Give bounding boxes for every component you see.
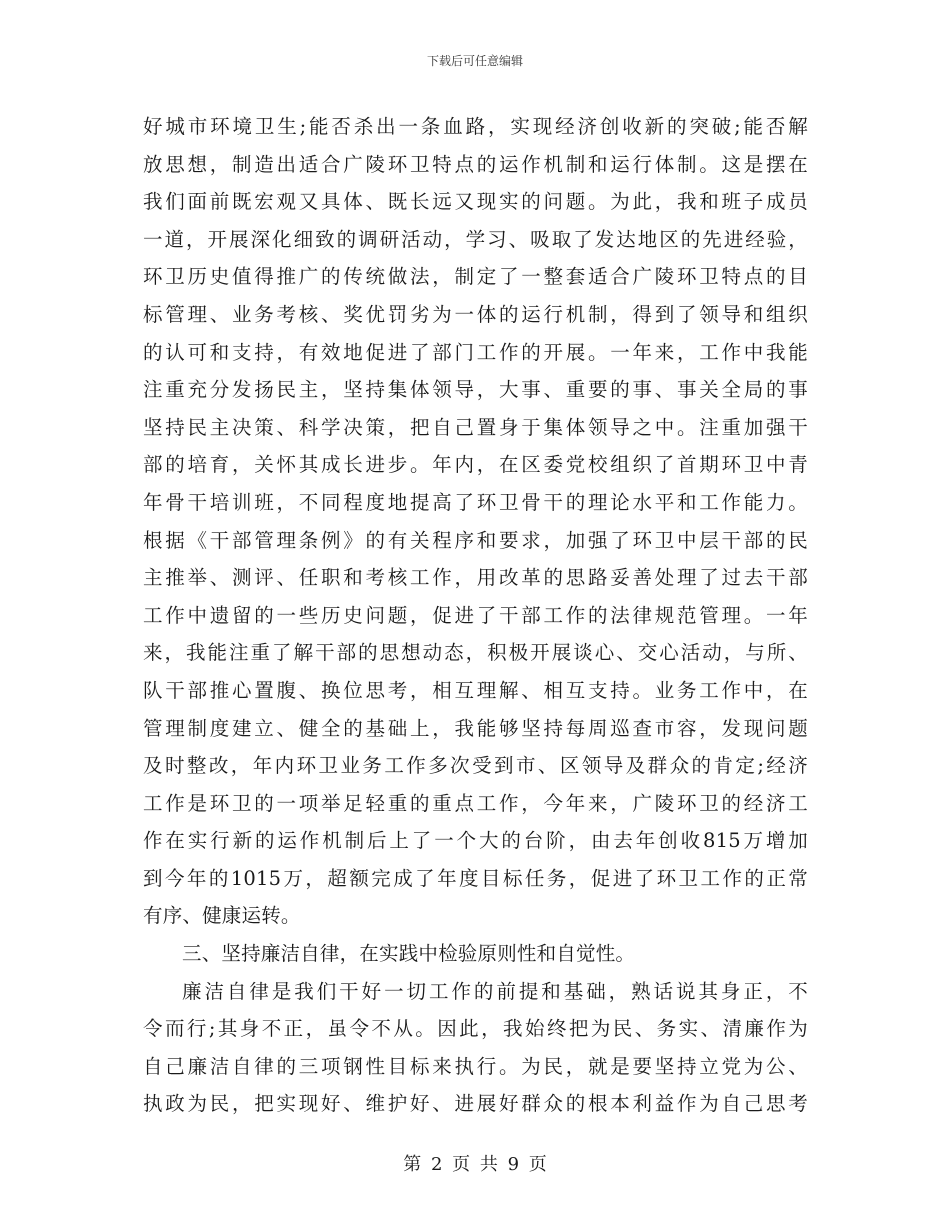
text-line: 执政为民，把实现好、维护好、进展好群众的根本利益作为自己思考 [143, 1092, 808, 1116]
text-line: 工作中遗留的一些历史问题，促进了干部工作的法律规范管理。一年 [143, 603, 808, 627]
text-line: 年骨干培训班，不同程度地提高了环卫骨干的理论水平和工作能力。 [143, 490, 808, 514]
document-body [143, 108, 808, 1123]
text-line: 自己廉洁自律的三项钢性目标来执行。为民，就是要坚持立党为公、 [143, 1054, 808, 1078]
text-line: 工作是环卫的一项举足轻重的重点工作，今年来，广陵环卫的经济工 [143, 791, 808, 815]
text-line: 我们面前既宏观又具体、既长远又现实的问题。为此，我和班子成员 [143, 190, 808, 214]
text-line: 作在实行新的运作机制后上了一个大的台阶，由去年创收815万增加 [143, 829, 808, 853]
text-line: 主推举、测评、任职和考核工作，用改革的思路妥善处理了过去干部 [143, 566, 808, 590]
text-line: 有序、健康运转。 [143, 904, 301, 928]
text-line: 及时整改，年内环卫业务工作多次受到市、区领导及群众的肯定;经济 [143, 754, 808, 778]
text-line: 根据《干部管理条例》的有关程序和要求，加强了环卫中层干部的民 [143, 528, 808, 552]
text-line: 放思想，制造出适合广陵环卫特点的运作机制和运行体制。这是摆在 [143, 152, 808, 176]
text-line: 一道，开展深化细致的调研活动，学习、吸取了发达地区的先进经验， [143, 227, 808, 251]
text-line: 令而行;其身不正，虽令不从。因此，我始终把为民、务实、清廉作为 [143, 1017, 808, 1041]
text-line: 坚持民主决策、科学决策，把自己置身于集体领导之中。注重加强干 [143, 415, 808, 439]
text-line: 注重充分发扬民主，坚持集体领导，大事、重要的事、事关全局的事 [143, 378, 808, 402]
text-line: 管理制度建立、健全的基础上，我能够坚持每周巡查市容，发现问题 [143, 716, 808, 740]
text-line: 廉洁自律是我们干好一切工作的前提和基础，熟话说其身正，不 [182, 979, 808, 1003]
text-line: 部的培育，关怀其成长进步。年内，在区委党校组织了首期环卫中青 [143, 453, 808, 477]
text-line: 来，我能注重了解干部的思想动态，积极开展谈心、交心活动，与所、 [143, 641, 808, 665]
text-line: 好城市环境卫生;能否杀出一条血路，实现经济创收新的突破;能否解 [143, 115, 808, 138]
text-line: 到今年的1015万，超额完成了年度目标任务，促进了环卫工作的正常 [143, 866, 808, 890]
text-line: 队干部推心置腹、换位思考，相互理解、相互支持。业务工作中，在 [143, 678, 808, 702]
section-heading: 三、坚持廉洁自律，在实践中检验原则性和自觉性。 [182, 942, 636, 966]
text-line: 的认可和支持，有效地促进了部门工作的开展。一年来，工作中我能 [143, 340, 808, 364]
text-line: 标管理、业务考核、奖优罚劣为一体的运行机制，得到了领导和组织 [143, 302, 808, 326]
text-line: 环卫历史值得推广的传统做法，制定了一整套适合广陵环卫特点的目 [143, 265, 808, 289]
page-footer: 第 2 页 共 9 页 [403, 1154, 547, 1175]
page-header: 下载后可任意编辑 [426, 54, 523, 68]
